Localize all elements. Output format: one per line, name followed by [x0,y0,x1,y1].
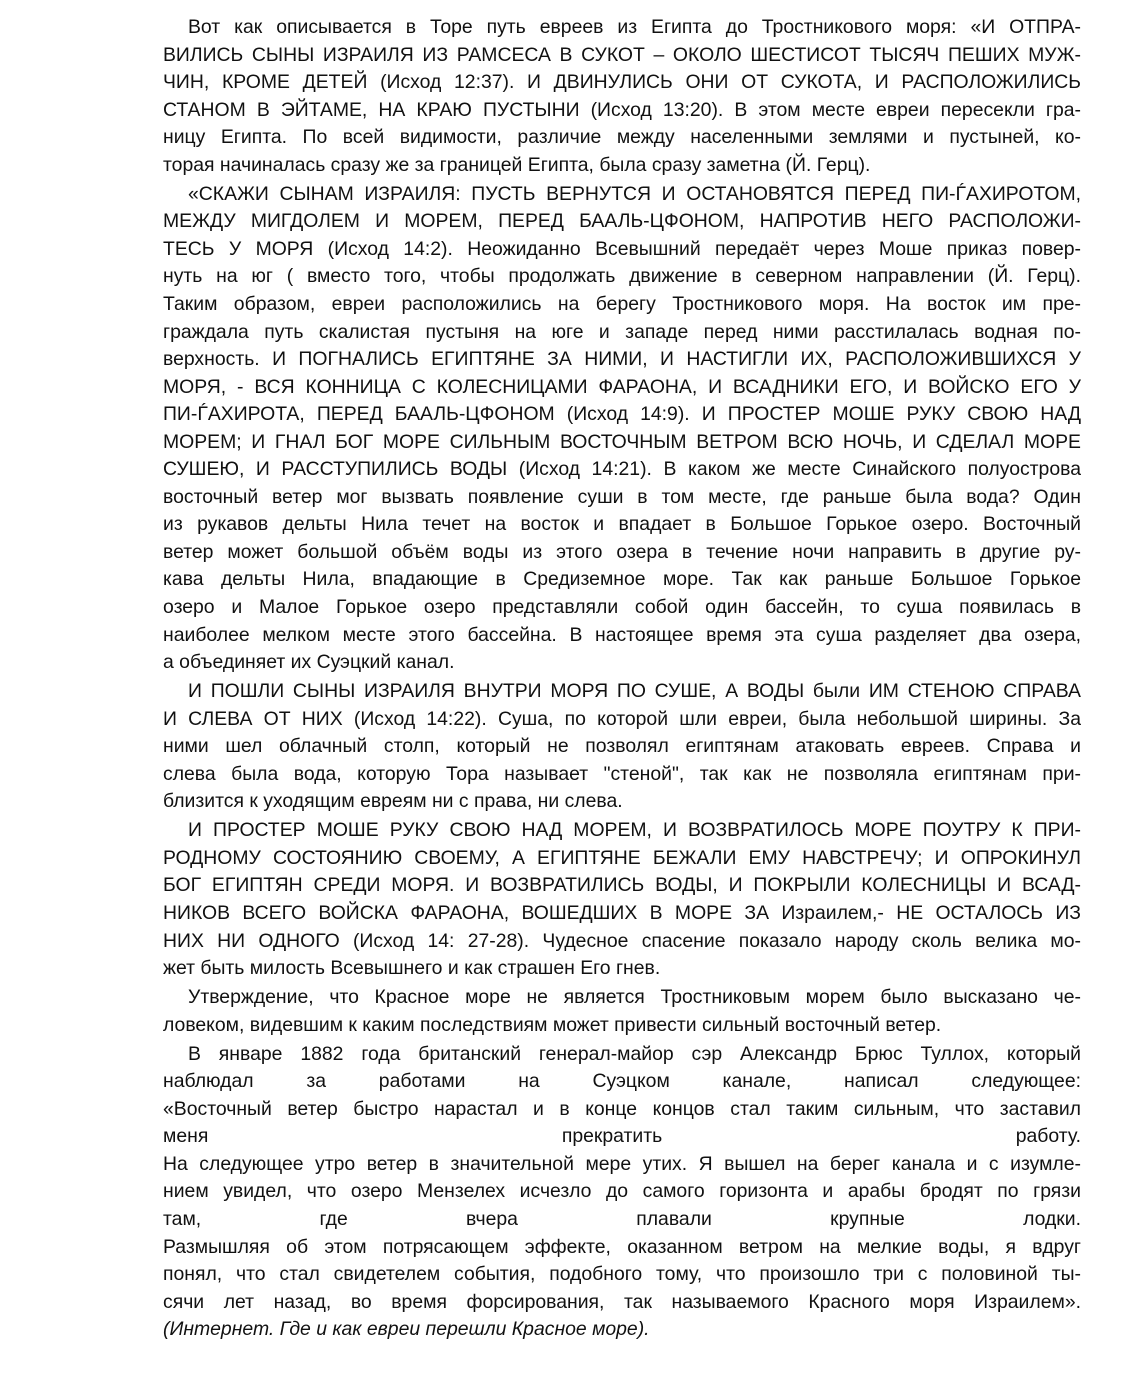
text-line: кава дельты Нила, впадающие в Средиземное море. Так как раньше Большое Горькое [163,568,1081,591]
text-line: близится к уходящим евреям ни с права, ни слева. [163,790,623,813]
text-line: ЧИН, КРОМЕ ДЕТЕЙ (Исход 12:37). И ДВИНУЛИСЬ ОНИ ОТ СУКОТА, И РАСПОЛОЖИЛИСЬ [163,71,1081,94]
text-line: НИКОВ ВСЕГО ВОЙСКА ФАРАОНА, ВОШЕДШИХ В МОРЕ ЗА Израилем,- НЕ ОСТАЛОСЬ ИЗ [163,902,1081,924]
text-line: а объединяет их Суэцкий канал. [163,651,455,674]
text-line: Вот как описывается в Торе путь евреев из Египта до Тростникового моря: «И ОТПРА- [188,16,1081,38]
text-line: «СКАЖИ СЫНАМ ИЗРАИЛЯ: ПУСТЬ ВЕРНУТСЯ И ОСТАНОВЯТСЯ ПЕРЕД ПИ-ЃАХИРОТОМ, [188,182,1081,205]
text-line: И ПОШЛИ СЫНЫ ИЗРАИЛЯ ВНУТРИ МОРЯ ПО СУШЕ, А ВОДЫ были ИМ СТЕНОЮ СПРАВА [188,680,1081,703]
text-line: сячи лет назад, во время форсирования, так называемого Красного моря Израилем». [163,1290,1081,1313]
text-line: «Восточный ветер быстро нарастал и в конце концов стал таким сильным, что заставил [163,1097,1081,1120]
text-line: Утверждение, что Красное море не является Тростниковым морем было высказано че- [188,986,1081,1009]
citation: (Интернет. Где и как евреи перешли Красное море). [163,1318,650,1341]
text-line: ними шел облачный столп, который не позволял египтянам атаковать евреев. Справа и [163,735,1081,758]
text-line: ницу Египта. По всей видимости, различие между населенными землями и пустыней, ко- [163,126,1081,149]
text-line: восточный ветер мог вызвать появление суши в том месте, где раньше была вода? Один [163,485,1081,508]
text-line: ветер может большой объём воды из этого озера в течение ночи направить в другие ру- [163,540,1081,563]
text-line: В январе 1882 года британский генерал-майор сэр Александр Брюс Туллох, который [188,1042,1081,1065]
paragraph [163,1041,1081,1344]
text-line: наиболее мелком месте этого бассейна. В настоящее время эта суша разделяет два озера, [163,623,1081,646]
text-line: ловеком, видевшим к каким последствиям может привести сильный восточный ветер. [163,1013,942,1036]
paragraph [163,181,1081,677]
text-line: Таким образом, евреи расположились на берегу Тростникового моря. На восток им пре- [163,292,1081,315]
text-line: наблюдал за работами на Суэцком канале, написал следующее: [163,1070,1081,1093]
text-line: МОРЯ, - ВСЯ КОННИЦА С КОЛЕСНИЦАМИ ФАРАОНА, И ВСАДНИКИ ЕГО, И ВОЙСКО ЕГО У [163,375,1081,398]
paragraph [163,984,1081,1039]
paragraph [163,678,1081,816]
paragraph [163,14,1081,179]
text-line: СТАНОМ В ЭЙТАМЕ, НА КРАЮ ПУСТЫНИ (Исход 13:20). В этом месте евреи пересекли гра- [163,98,1081,121]
text-line: Размышляя об этом потрясающем эффекте, оказанном ветром на мелкие воды, я вдруг [163,1235,1081,1258]
document-page [163,14,1081,1344]
text-line: нуть на юг ( вместо того, чтобы продолжать движение в северном направлении (Й. Герц). [163,265,1081,288]
text-line: РОДНОМУ СОСТОЯНИЮ СВОЕМУ, А ЕГИПТЯНЕ БЕЖАЛИ ЕМУ НАВСТРЕЧУ; И ОПРОКИНУЛ [163,846,1081,869]
text-line: нием увидел, что озеро Мензелех исчезло до самого горизонта и арабы бродят по грязи [163,1180,1081,1203]
text-line: понял, что стал свидетелем события, подобного тому, что произошло три с половиной ты- [163,1263,1081,1286]
text-line: БОГ ЕГИПТЯН СРЕДИ МОРЯ. И ВОЗВРАТИЛИСЬ ВОДЫ, И ПОКРЫЛИ КОЛЕСНИЦЫ И ВСАД- [163,874,1081,897]
text-line: граждала путь скалистая пустыня на юге и западе перед ними расстилалась водная по- [163,320,1081,343]
text-line: СУШЕЮ, И РАССТУПИЛИСЬ ВОДЫ (Исход 14:21). В каком же месте Синайского полуострова [163,458,1081,481]
text-line: меня прекратить работу. [163,1125,1081,1148]
text-line: слева была вода, которую Тора называет "стеной", так как не позволяла египтянам при- [163,762,1081,785]
text-line: И ПРОСТЕР МОШЕ РУКУ СВОЮ НАД МОРЕМ, И ВОЗВРАТИЛОСЬ МОРЕ ПОУТРУ К ПРИ- [188,819,1081,842]
text-line: там, где вчера плавали крупные лодки. [163,1208,1081,1231]
text-line: На следующее утро ветер в значительной мере утих. Я вышел на берег канала и с изумле- [163,1152,1081,1175]
text-line: МЕЖДУ МИГДОЛЕМ И МОРЕМ, ПЕРЕД БААЛЬ-ЦФОНОМ, НАПРОТИВ НЕГО РАСПОЛОЖИ- [163,210,1081,233]
text-line: И СЛЕВА ОТ НИХ (Исход 14:22). Суша, по которой шли евреи, была небольшой ширины. За [163,707,1081,730]
text-line: НИХ НИ ОДНОГО (Исход 14: 27-28). Чудесное спасение показало народу сколь велика мо- [163,929,1081,952]
text-line: ПИ-ЃАХИРОТА, ПЕРЕД БААЛЬ-ЦФОНОМ (Исход 14:9). И ПРОСТЕР МОШЕ РУКУ СВОЮ НАД [163,403,1081,426]
text-line: из рукавов дельты Нила течет на восток и впадает в Большое Горькое озеро. Восточный [163,513,1081,536]
text-line: ТЕСЬ У МОРЯ (Исход 14:2). Неожиданно Всевышний передаёт через Моше приказ повер- [163,237,1081,260]
text-line: МОРЕМ; И ГНАЛ БОГ МОРЕ СИЛЬНЫМ ВОСТОЧНЫМ ВЕТРОМ ВСЮ НОЧЬ, И СДЕЛАЛ МОРЕ [163,430,1081,453]
text-line: торая начиналась сразу же за границей Египта, была сразу заметна (Й. Герц). [163,153,871,176]
text-line: верхность. И ПОГНАЛИСЬ ЕГИПТЯНЕ ЗА НИМИ, И НАСТИГЛИ ИХ, РАСПОЛОЖИВШИХСЯ У [163,348,1081,371]
text-line: жет быть милость Всевышнего и как страшен Его гнев. [163,957,661,980]
text-line: озеро и Малое Горькое озеро представляли собой один бассейн, то суша появилась в [163,595,1081,618]
paragraph [163,817,1081,982]
text-line: ВИЛИСЬ СЫНЫ ИЗРАИЛЯ ИЗ РАМСЕСА В СУКОТ – ОКОЛО ШЕСТИСОТ ТЫСЯЧ ПЕШИХ МУЖ- [163,43,1081,66]
